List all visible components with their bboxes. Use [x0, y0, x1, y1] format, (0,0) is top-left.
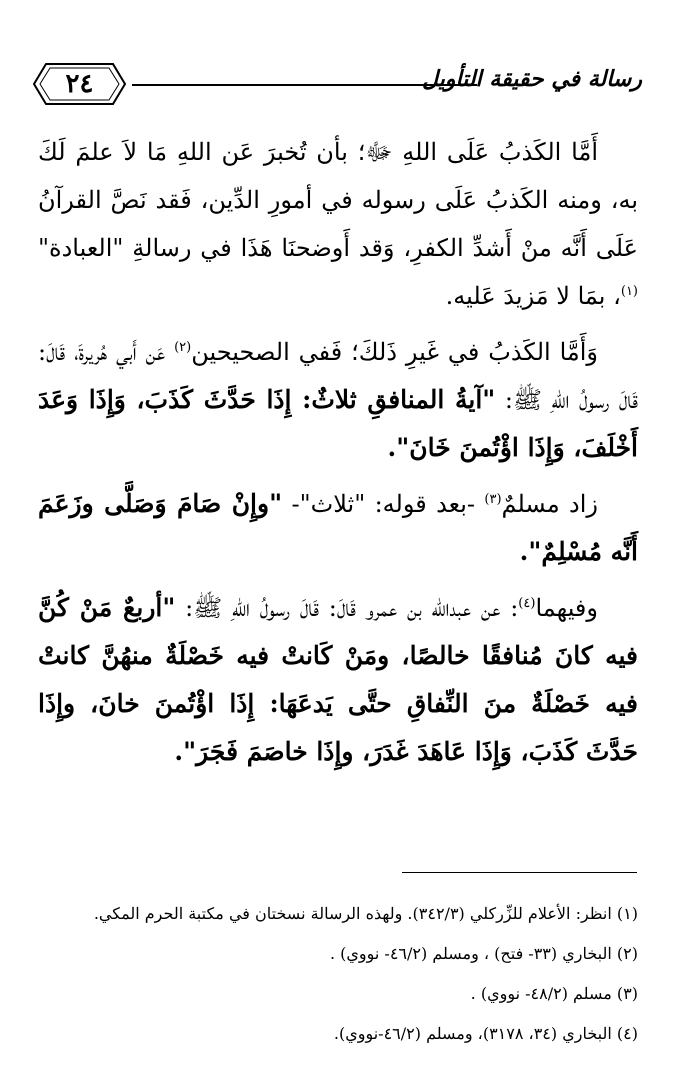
footnote-ref-3: (٣) — [484, 492, 502, 507]
paragraph-text: عَن أَبي هُريرةَ، قَالَ: قَالَ رسولُ اللهِ ﷺ: — [38, 338, 638, 414]
footnotes — [38, 894, 638, 1054]
footnote-ref-1: (١) — [620, 284, 638, 299]
page-number: ٢٤ — [65, 69, 94, 99]
footnote-ref-2: (٢) — [174, 340, 192, 355]
book-title: رسالة في حقيقة التأويل — [422, 66, 642, 92]
hadith-text: "وإِنْ صَامَ وَصَلَّى وزَعَمَ أَنَّه مُسْلِمٌ". — [38, 489, 638, 566]
paragraph-text: -بعد قوله: "ثلاث"- — [282, 490, 485, 518]
paragraph-text: زاد مسلمٌ — [501, 490, 598, 518]
footnote-separator — [402, 872, 637, 873]
footnote-ref-4: (٤) — [518, 596, 536, 611]
footnote-4: (٤) البخاري (٣٤، ٣١٧٨)، ومسلم (٤٦/٢-نووي). — [333, 1024, 638, 1043]
footnote-1: (١) انظر: الأعلام للزِّركلي (٣٤٢/٣). ولهذه الرسالة نسختان في مكتبة الحرم المكي. — [93, 904, 638, 923]
footnote-3: (٣) مسلم (٤٨/٢- نووي) . — [470, 984, 638, 1003]
page-header — [32, 62, 642, 106]
paragraph-text: وَأَمَّا الكَذبُ في غَيرِ ذَلكَ؛ فَفي الصحيحين — [191, 338, 599, 366]
hadith-text: "أربعٌ مَنْ كُنَّ فيه كانَ مُنافقًا خالصًا، ومَنْ كَانتْ فيه خَصْلَةٌ منهُنَّ كانتْ فيه خَصْلَةٌ منَ النِّفاقِ حتَّى يَدعَهَا: إِذَا اؤْتُمنَ خانَ، وإِذَا حَدَّثَ كَذَبَ، وَإِذَا عَاهَدَ غَدَرَ، وإِذَا خاصَمَ فَجَرَ". — [38, 593, 638, 766]
paragraph-2 — [38, 328, 638, 472]
paragraph-text: وفيهما — [535, 594, 598, 622]
main-text — [38, 128, 638, 784]
paragraph-1 — [38, 128, 638, 320]
paragraph-text: ، بمَا لا مَزيدَ عَليه. — [445, 282, 621, 310]
footnote-2: (٢) البخاري (٣٣- فتح) ، ومسلم (٤٦/٢- نووي) . — [329, 944, 638, 963]
paragraph-text: أَمَّا الكَذبُ عَلَى اللهِ ﷻ؛ بأن تُخبرَ عَن اللهِ مَا لاَ علمَ لَكَ به، ومنه الكَذبُ عَلَى رسوله في أمورِ الدِّين، فَقد نَصَّ القرآنُ عَلَى أَنَّه منْ أَشدِّ الكفرِ، وَقد أَوضحنَا هَذَا في رسالةِ "العبادة" — [38, 138, 638, 262]
paragraph-4 — [38, 584, 638, 776]
page-number-frame — [32, 62, 127, 106]
paragraph-text: : عن عبدالله بن عمرو قَالَ: قَالَ رسولُ اللهِ ﷺ: — [175, 594, 519, 622]
paragraph-3 — [38, 480, 638, 576]
hadith-text: "آيةُ المنافقِ ثلاثٌ: إِذَا حَدَّثَ كَذَبَ، وَإِذَا وَعَدَ أَخْلَفَ، وَإِذَا اؤْتُمنَ خَانَ". — [38, 385, 638, 462]
